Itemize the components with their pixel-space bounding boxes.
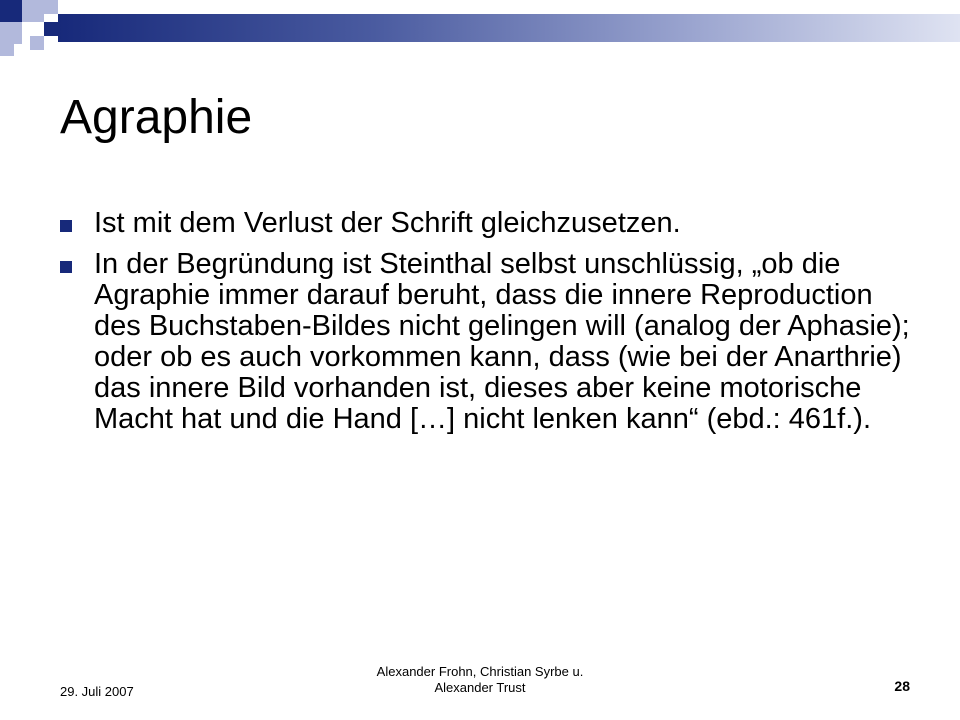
header-gradient-bar <box>58 14 960 42</box>
bullet-list <box>58 208 918 445</box>
square-bullet-icon <box>60 220 72 232</box>
decor-square <box>44 0 58 14</box>
footer-date: 29. Juli 2007 <box>60 684 134 699</box>
decor-square <box>0 0 22 22</box>
footer-authors-line: Alexander Frohn, Christian Syrbe u. <box>376 664 584 679</box>
slide-title: Agraphie <box>60 91 253 144</box>
decor-square <box>0 44 14 56</box>
decor-square <box>44 22 58 36</box>
decor-square <box>22 0 44 22</box>
decor-square <box>0 22 22 44</box>
bullet-item <box>58 208 918 239</box>
footer-authors <box>300 664 660 696</box>
bullet-text: Ist mit dem Verlust der Schrift gleichzusetzen. <box>94 207 681 239</box>
decor-square <box>30 36 44 50</box>
page-number: 28 <box>894 678 910 694</box>
square-bullet-icon <box>60 261 72 273</box>
footer-authors-line: Alexander Trust <box>434 680 526 695</box>
bullet-text: In der Begründung ist Steinthal selbst unschlüssig, „ob die Agraphie immer darauf beruht, dass die innere Reproduction des Buchstaben-Bildes nicht gelingen will (analog der Aphasie); oder ob es auch vorkommen kann, dass (wie bei der Anarthrie) das innere Bild vorhanden ist, dieses aber keine motorische Macht hat und die Hand […] nicht lenken kann“ (ebd.: 461f.). <box>94 248 910 435</box>
bullet-item <box>58 249 918 435</box>
